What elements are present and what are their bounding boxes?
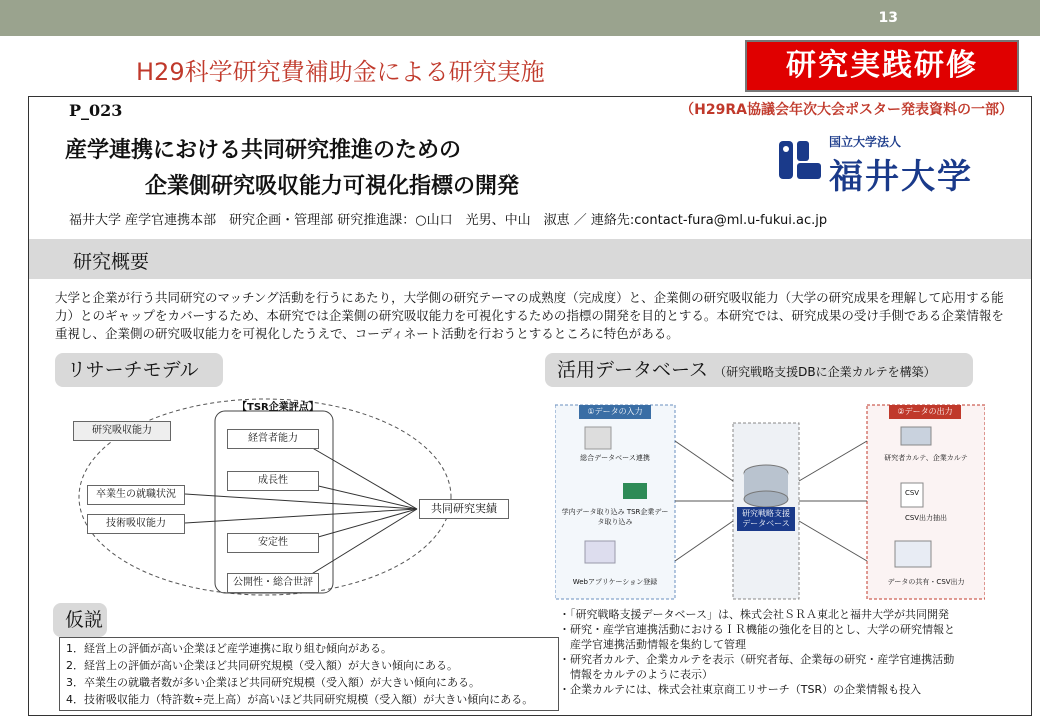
db-note: ・研究・産学官連携活動におけるＩＲ機能の強化を目的とし、大学の研究情報と [559,623,955,636]
top-bar [0,0,1040,36]
db-note: ・「研究戦略支援データベース」は、株式会社ＳＲＡ東北と福井大学が共同開発 [559,608,949,621]
model-left-item: 卒業生の就職状況 [87,485,185,505]
db-input-item: Webアプリケーション登録 [572,578,658,586]
hypothesis-item: 2．経営上の評価が高い企業ほど共同研究規模（受入額）が大きい傾向にある。 [66,659,458,672]
hypotheses-heading: 仮説 [53,603,107,637]
research-model-diagram [65,397,497,597]
db-note: ・企業カルテには、株式会社東京商工リサーチ（TSR）の企業情報も投入 [559,683,922,696]
overview-text: 大学と企業が行う共同研究のマッチング活動を行うにあたり，大学側の研究テーマの成熟度（完成度）と、企業側の研究吸収能力（大学の研究成果を理解して応用する能力）とのギャップをカバーするため、本研究では企業側の研究吸収能力を可視化するための指標の開発を目的とする。本研究では、研究成果の受け手側である企業情報を重視し、企業側の研究吸収能力を可視化したうえで、コーディネート活動を行おうとするところに特色がある。 [55,290,1004,341]
university-logo-icon [775,135,825,185]
model-tsr-item: 経営者能力 [227,429,319,449]
model-tsr-item: 成長性 [227,471,319,491]
db-note: 産学官連携活動情報を集約して管理 [559,638,746,651]
db-output-item: CSV出力抽出 [904,514,948,522]
slide-title: H29科学研究費補助金による研究実施 [136,58,545,86]
hypothesis-item: 1．経営上の評価が高い企業ほど産学連携に取り組む傾向がある。 [66,642,392,655]
db-output-item: データの共有・CSV出力 [887,578,965,586]
database-notes [559,607,1019,697]
model-absorption-label: 研究吸収能力 [73,421,171,441]
hypotheses-box [59,637,559,711]
database-heading-text: 活用データベース [557,359,709,381]
db-note: ・研究者カルテ、企業カルテを表示（研究者毎、企業毎の研究・産学官連携活動 [559,653,955,666]
research-model-heading: リサーチモデル [55,353,223,387]
model-tsr-label: 【TSR企業評点】 [237,402,319,413]
model-tsr-item: 公開性・総合世評 [227,573,319,593]
logo-name: 福井大学 [829,157,973,197]
logo-subtitle: 国立大学法人 [829,135,902,149]
model-left-item: 技術吸収能力 [87,514,185,534]
model-outcome: 共同研究実績 [419,499,509,519]
training-badge: 研究実践研修 [745,40,1019,92]
db-center-label: 研究戦略支援 データベース [742,509,790,528]
overview-heading: 研究概要 [73,251,150,273]
poster-id: P_023 [69,101,123,120]
hypothesis-item: 3．卒業生の就職者数が多い企業ほど共同研究規模（受入額）が大きい傾向にある。 [66,676,480,689]
database-diagram [555,401,985,601]
database-heading [545,353,973,387]
db-input-label: ①データの入力 [587,407,643,416]
csv-icon-label: CSV [904,489,920,497]
db-output-item: 研究者カルテ、企業カルテ [884,454,968,462]
poster-title-line2: 企業側研究吸収能力可視化指標の開発 [145,174,520,199]
source-note: （H29RA協議会年次大会ポスター発表資料の一部） [680,102,1013,118]
db-note: 情報をカルテのように表示） [559,668,713,681]
poster-title-line1: 産学連携における共同研究推進のための [65,138,462,163]
poster-frame [28,96,1032,716]
db-input-item: 学内データ取り込み TSR企業データ取り込み [561,508,669,526]
hypothesis-item: 4．技術吸収能力（特許数÷売上高）が高いほど共同研究規模（受入額）が大きい傾向にある。 [66,693,534,706]
authors-line: 福井大学 産学官連携本部 研究企画・管理部 研究推進課：○山口 光男、中山 淑恵 ／ 連絡先:contact-fura@ml.u-fukui.ac.jp [69,213,828,228]
db-output-label: ②データの出力 [897,407,953,416]
database-diagram-graphic [555,401,985,601]
page-number: 13 [878,10,898,26]
overview-heading-bar [29,239,1031,279]
model-tsr-item: 安定性 [227,533,319,553]
database-subheading: （研究戦略支援DBに企業カルテを構築） [714,365,936,379]
university-logo [775,131,975,197]
db-input-item: 総合データベース連携 [580,454,650,462]
